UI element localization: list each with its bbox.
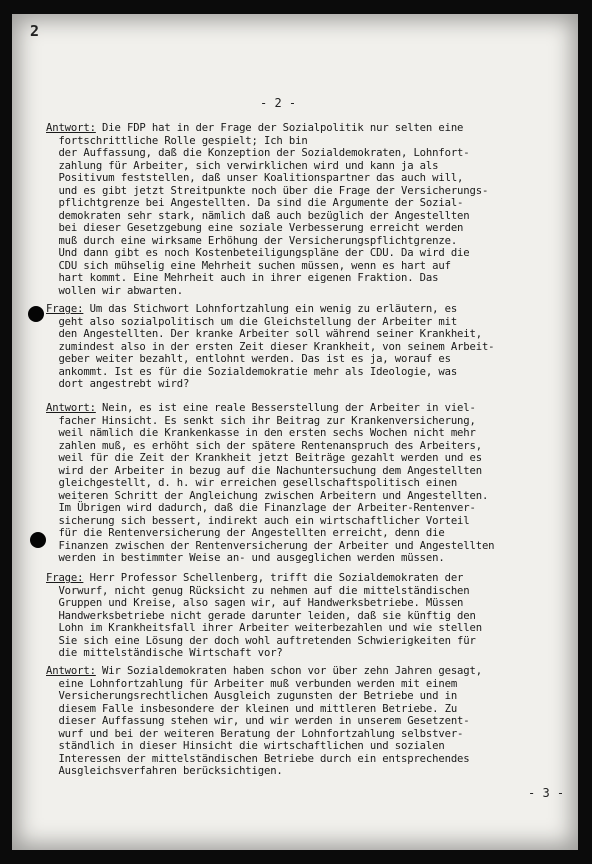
text-line — [46, 465, 562, 478]
line-text: pflichtgrenze bei Angestellten. Da sind die Argumente der Sozial- — [46, 197, 464, 209]
text-line — [46, 678, 562, 691]
line-text: wollen wir abwarten. — [46, 284, 184, 297]
speaker-label: Frage: — [46, 572, 84, 584]
line-text: für die Rentenversicherung der Angestellten erreicht, denn die — [46, 527, 445, 539]
text-line — [46, 185, 562, 198]
line-text: hart kommt. Eine Mehrheit auch in ihrer eigenen Fraktion. Das — [46, 272, 439, 284]
speaker-label: Antwort: — [46, 665, 96, 677]
line-text: sicherung sich bessert, indirekt auch ein wirtschaftlicher Vorteil — [46, 514, 470, 527]
question-block-1 — [46, 303, 562, 391]
line-text: fortschrittliche Rolle gespielt; Ich bin — [46, 134, 308, 147]
continuation-mark: - 3 - — [528, 786, 565, 800]
line-text: und es gibt jetzt Streitpunkte noch über die Frage der Versicherungs- — [46, 184, 489, 197]
text-line — [46, 427, 562, 440]
line-text: gleichgestellt, d. h. wir erreichen gesellschaftspolitisch einen — [46, 477, 458, 489]
answer-block-3 — [46, 665, 562, 778]
text-line — [46, 303, 562, 316]
text-line — [46, 147, 562, 160]
speaker-label: Frage: — [46, 303, 84, 315]
speaker-label: Antwort: — [46, 122, 96, 134]
text-line — [46, 378, 562, 391]
line-text: der Auffassung, daß die Konzeption der Sozialdemokraten, Lohnfort- — [46, 147, 470, 159]
text-line — [46, 753, 562, 766]
text-line — [46, 366, 562, 379]
text-line — [46, 647, 562, 660]
answer-block-1 — [46, 122, 562, 297]
line-text: muß durch eine wirksame Erhöhung der Versicherungspflichtgrenze. — [46, 234, 458, 247]
text-line — [46, 160, 562, 173]
line-text: Vorwurf, nicht genug Rücksicht zu nehmen auf die mittelständischen — [46, 584, 470, 597]
line-text: bei dieser Gesetzgebung eine soziale Verbesserung erreicht werden — [46, 222, 464, 234]
punch-hole-upper — [28, 306, 44, 322]
text-line — [46, 765, 562, 778]
text-line — [46, 502, 562, 515]
text-line — [46, 552, 562, 565]
question-block-2 — [46, 572, 562, 660]
text-line — [46, 197, 562, 210]
text-line — [46, 585, 562, 598]
line-text: Versicherungsrechtlichen Ausgleich zugunsten der Betriebe und in — [46, 690, 458, 702]
line-text: den Angestellten. Der kranke Arbeiter soll während seiner Krankheit, — [46, 328, 482, 340]
text-line — [46, 452, 562, 465]
text-line — [46, 285, 562, 298]
line-text: weil für die Zeit der Krankheit jetzt Beiträge gezahlt werden und es — [46, 452, 482, 464]
text-line — [46, 515, 562, 528]
speaker-label: Antwort: — [46, 402, 96, 414]
text-line — [46, 135, 562, 148]
line-text: geht also sozialpolitisch um die Gleichstellung der Arbeiter mit — [46, 315, 458, 328]
line-text: Um das Stichwort Lohnfortzahlung ein wenig zu erläutern, es — [83, 303, 458, 315]
text-line — [46, 272, 562, 285]
line-text: Ausgleichsverfahren berücksichtigen. — [46, 765, 283, 777]
text-line — [46, 572, 562, 585]
punch-hole-lower — [30, 532, 46, 548]
line-text: zahlen muß, es erhöht sich der spätere Rentenanspruch des Arbeiters, — [46, 439, 482, 452]
line-text: die mittelständische Wirtschaft vor? — [46, 647, 283, 659]
text-line — [46, 341, 562, 354]
text-line — [46, 260, 562, 273]
line-text: geber weiter bezahlt, entlohnt werden. Das ist es ja, worauf es — [46, 353, 451, 365]
line-text: Interessen der mittelständischen Betriebe durch ein entsprechendes — [46, 752, 470, 765]
text-line — [46, 172, 562, 185]
line-text: Positivum feststellen, daß unser Koalitionspartner das auch will, — [46, 172, 464, 184]
text-line — [46, 597, 562, 610]
line-text: Und dann gibt es noch Kostenbeteiligungspläne der CDU. Da wird die — [46, 247, 470, 259]
line-text: eine Lohnfortzahlung für Arbeiter muß verbunden werden mit einem — [46, 677, 458, 690]
text-line — [46, 222, 562, 235]
text-line — [46, 353, 562, 366]
page-number: - 2 - — [260, 96, 297, 110]
text-line — [46, 527, 562, 540]
line-text: ständlich in dieser Hinsicht die wirtschaftlichen und sozialen — [46, 740, 445, 752]
text-line — [46, 703, 562, 716]
line-text: zahlung für Arbeiter, sich verwirklichen wird und kann ja als — [46, 159, 439, 172]
text-line — [46, 490, 562, 503]
line-text: ankommt. Ist es für die Sozialdemokratie mehr als Ideologie, was — [46, 365, 458, 378]
text-line — [46, 247, 562, 260]
line-text: dieser Auffassung stehen wir, und wir werden in unserem Gesetzent- — [46, 715, 470, 727]
line-text: Nein, es ist eine reale Besserstellung der Arbeiter in viel- — [95, 402, 476, 414]
line-text: CDU sich mühselig eine Mehrheit suchen müssen, wenn es hart auf — [46, 259, 451, 272]
text-line — [46, 728, 562, 741]
text-line — [46, 540, 562, 553]
text-line — [46, 316, 562, 329]
answer-block-2 — [46, 402, 562, 565]
line-text: Finanzen zwischen der Rentenversicherung der Arbeiter und Angestellten — [46, 539, 495, 552]
text-line — [46, 622, 562, 635]
line-text: diesem Falle insbesondere der kleinen und mittleren Betriebe. Zu — [46, 702, 458, 715]
text-line — [46, 635, 562, 648]
text-line — [46, 477, 562, 490]
line-text: wurf und bei der weiteren Beratung der Lohnfortzahlung selbstver- — [46, 727, 464, 740]
line-text: wird der Arbeiter in bezug auf die Nachuntersuchung dem Angestellten — [46, 464, 482, 477]
text-line — [46, 665, 562, 678]
line-text: Handwerksbetriebe nicht gerade darunter leiden, daß sie künftig den — [46, 609, 476, 622]
corner-mark: 2 — [30, 22, 40, 40]
document-page — [12, 14, 578, 850]
line-text: demokraten sehr stark, nämlich daß auch bezüglich der Angestellten — [46, 209, 470, 222]
text-line — [46, 122, 562, 135]
text-line — [46, 690, 562, 703]
line-text: Im Übrigen wird dadurch, daß die Finanzlage der Arbeiter-Rentenver- — [46, 502, 476, 514]
line-text: Lohn im Krankheitsfall ihrer Arbeiter weiterbezahlen und wie stellen — [46, 622, 482, 634]
line-text: Die FDP hat in der Frage der Sozialpolitik nur selten eine — [95, 122, 464, 134]
text-line — [46, 440, 562, 453]
line-text: Sie sich eine Lösung der doch wohl auftretenden Schwierigkeiten für — [46, 634, 476, 647]
line-text: werden in bestimmter Weise an- und ausgeglichen werden müssen. — [46, 552, 445, 564]
text-line — [46, 235, 562, 248]
line-text: Gruppen und Kreise, also sagen wir, auf Handwerksbetriebe. Müssen — [46, 597, 464, 609]
text-line — [46, 415, 562, 428]
text-line — [46, 715, 562, 728]
line-text: weil nämlich die Krankenkasse in den ersten sechs Wochen nicht mehr — [46, 427, 476, 439]
line-text: zumindest also in der ersten Zeit dieser Krankheit, von seinem Arbeit- — [46, 340, 495, 353]
line-text: facher Hinsicht. Es senkt sich ihr Beitrag zur Krankenversicherung, — [46, 414, 476, 427]
line-text: dort angestrebt wird? — [46, 378, 190, 390]
text-line — [46, 328, 562, 341]
line-text: weiteren Schritt der Angleichung zwischen Arbeitern und Angestellten. — [46, 489, 489, 502]
text-line — [46, 610, 562, 623]
line-text: Wir Sozialdemokraten haben schon vor über zehn Jahren gesagt, — [95, 665, 482, 677]
text-line — [46, 402, 562, 415]
text-line — [46, 740, 562, 753]
line-text: Herr Professor Schellenberg, trifft die Sozialdemokraten der — [83, 572, 464, 584]
text-line — [46, 210, 562, 223]
